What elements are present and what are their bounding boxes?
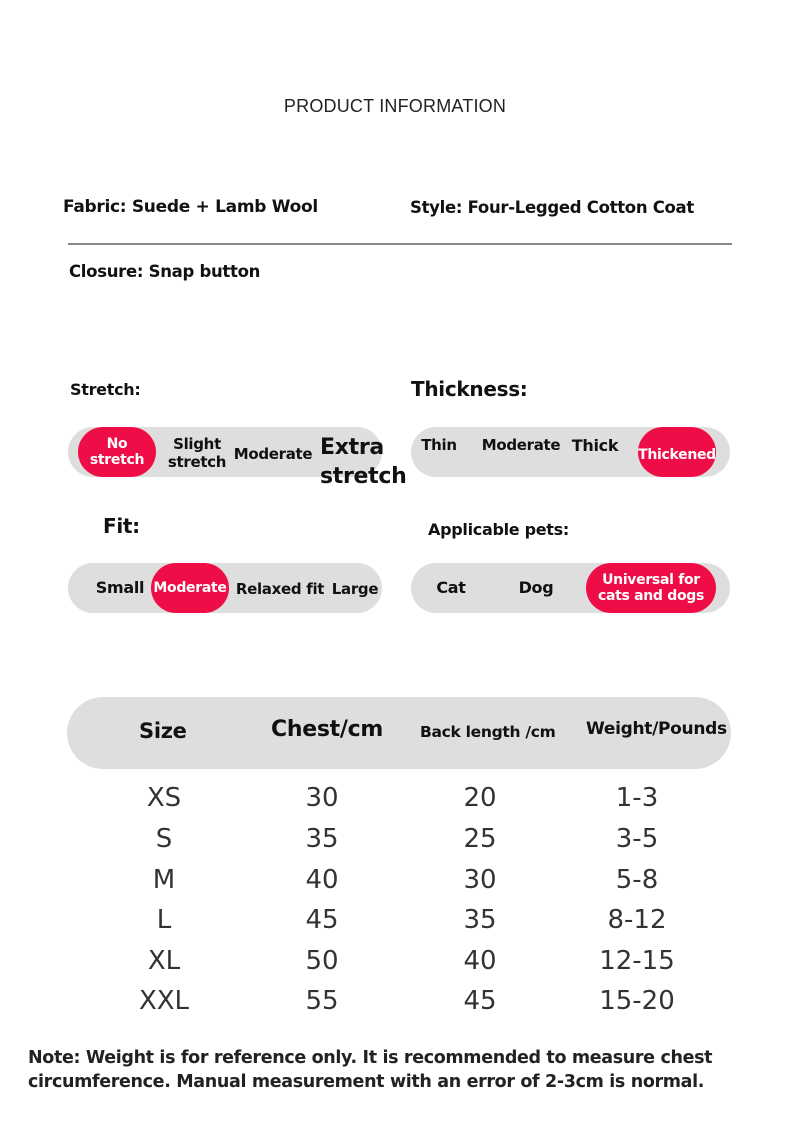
stretch-option[interactable]: Moderate	[233, 445, 313, 463]
fit-option[interactable]: Small	[95, 578, 145, 597]
cell-weight: 12-15	[599, 946, 675, 976]
cell-back-length: 30	[463, 865, 497, 895]
style-spec: Style: Four-Legged Cotton Coat	[410, 198, 694, 217]
cell-weight: 5-8	[615, 865, 659, 895]
cell-size: XL	[147, 946, 181, 976]
column-header-back-length: Back length /cm	[420, 723, 556, 741]
thickness-option-label: Thickened	[638, 447, 716, 463]
cell-chest: 55	[305, 986, 339, 1016]
fit-option-label: Moderate	[153, 580, 227, 596]
measurement-note: Note: Weight is for reference only. It is recommended to measure chest circumference. Manual measurement with an error of 2-3cm is normal.	[28, 1048, 713, 1092]
stretch-option-label: No stretch	[89, 436, 145, 468]
cell-size: S	[155, 824, 173, 854]
column-header-size: Size	[139, 719, 187, 743]
cell-back-length: 25	[463, 824, 497, 854]
thickness-option[interactable]: Moderate	[481, 436, 561, 454]
fit-label: Fit:	[103, 514, 140, 538]
closure-spec: Closure: Snap button	[69, 262, 261, 281]
cell-back-length: 45	[463, 986, 497, 1016]
cell-back-length: 35	[463, 905, 497, 935]
thickness-option[interactable]: Thin	[421, 436, 457, 454]
cell-size: L	[156, 905, 172, 935]
fit-option-selected[interactable]	[151, 563, 229, 613]
cell-chest: 45	[305, 905, 339, 935]
pets-option[interactable]: Dog	[518, 578, 554, 597]
thickness-label: Thickness:	[411, 377, 528, 401]
cell-weight: 3-5	[615, 824, 659, 854]
cell-size: XXL	[138, 986, 190, 1016]
fit-scale	[68, 563, 382, 613]
cell-back-length: 20	[463, 783, 497, 813]
cell-weight: 15-20	[599, 986, 675, 1016]
stretch-scale	[68, 427, 407, 489]
page-title: PRODUCT INFORMATION	[283, 96, 507, 116]
thickness-scale	[411, 427, 730, 477]
pets-option-selected[interactable]	[586, 563, 716, 613]
size-table-header	[67, 697, 731, 769]
pets-option[interactable]: Cat	[436, 578, 466, 597]
column-header-chest: Chest/cm	[271, 717, 383, 742]
stretch-option[interactable]: Slight stretch	[167, 435, 227, 471]
fabric-spec: Fabric: Suede + Lamb Wool	[63, 197, 318, 217]
cell-chest: 30	[305, 783, 339, 813]
thickness-option[interactable]: Thick	[571, 436, 619, 455]
divider	[68, 243, 732, 245]
fit-option[interactable]: Relaxed fit	[235, 580, 325, 598]
stretch-option[interactable]: Extra stretch	[320, 435, 407, 489]
cell-size: M	[152, 865, 176, 895]
pets-scale	[411, 563, 730, 613]
stretch-label: Stretch:	[70, 380, 141, 399]
pets-label: Applicable pets:	[428, 520, 569, 539]
cell-weight: 1-3	[615, 783, 659, 813]
fit-option[interactable]: Large	[331, 580, 379, 598]
stretch-option-selected[interactable]	[78, 427, 156, 477]
cell-back-length: 40	[463, 946, 497, 976]
cell-chest: 35	[305, 824, 339, 854]
cell-chest: 50	[305, 946, 339, 976]
pets-option-label: Universal for cats and dogs	[597, 572, 705, 604]
cell-chest: 40	[305, 865, 339, 895]
thickness-option-selected[interactable]	[638, 427, 716, 477]
cell-size: XS	[146, 783, 182, 813]
cell-weight: 8-12	[607, 905, 667, 935]
column-header-weight: Weight/Pounds	[586, 719, 727, 739]
